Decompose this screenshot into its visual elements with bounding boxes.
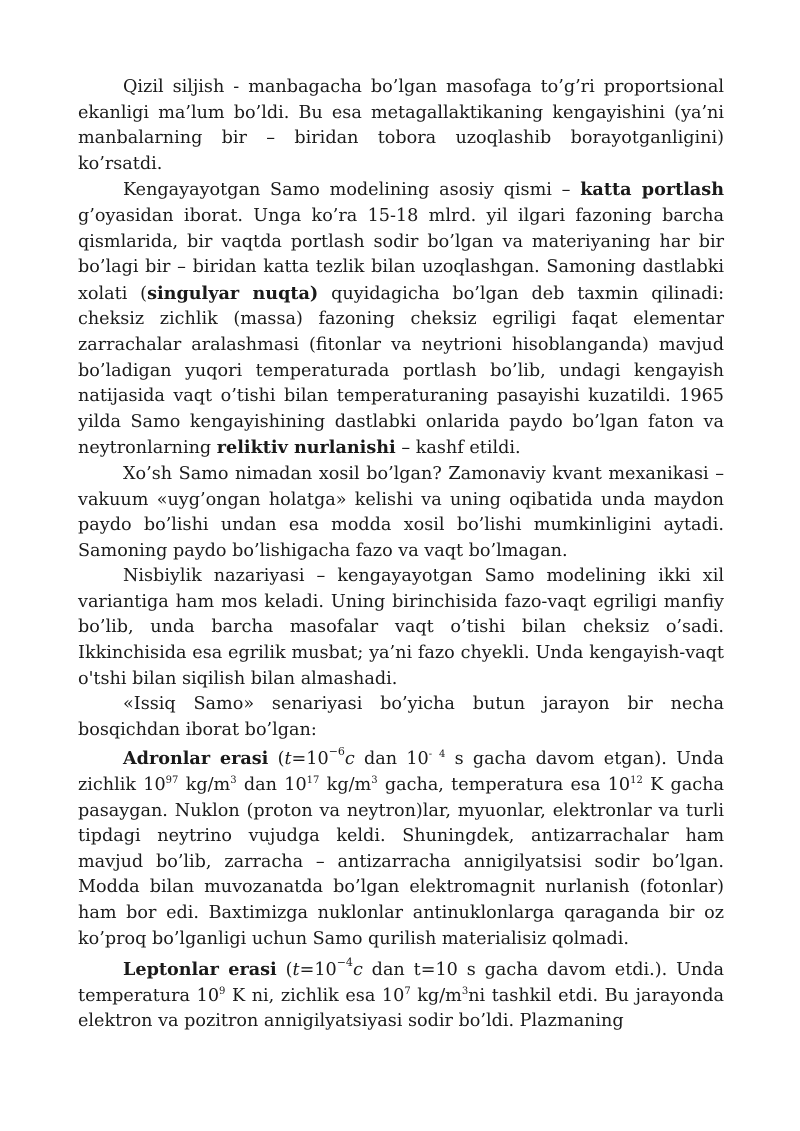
- paragraph-lepton-era: [78, 957, 724, 1035]
- math-exponent: −4: [336, 956, 353, 970]
- bold-term-big-bang: katta portlash: [580, 179, 724, 201]
- formula-hadron-time: [284, 745, 355, 770]
- text-run: – kashf etildi.: [395, 438, 521, 459]
- exponent: 9: [219, 985, 226, 997]
- exponent: - 4: [428, 749, 446, 761]
- heading-lepton-era: Leptonlar erasi: [123, 959, 277, 981]
- exponent: 7: [404, 985, 411, 997]
- text-run: s gacha davom etgan). Unda zichlik 10: [78, 749, 724, 796]
- text-run: gacha, temperatura esa 10: [377, 775, 631, 796]
- exponent: 3: [230, 775, 237, 787]
- exponent: 12: [630, 775, 643, 787]
- text-run: K ni, zichlik esa 10: [225, 985, 405, 1006]
- exponent: 17: [306, 775, 320, 787]
- text-run: dan 10: [236, 775, 307, 796]
- paragraph-relativity: Nisbiylik nazariyasi – kengayayotgan Samo modelining ikki xil variantiga ham mos keladi. Uning birinchisida fazo-vaqt egriligi manfiy bo’lib, unda barcha masofalar vaqt o’tishi bilan cheksiz o’sadi. Ikkinchisida esa egrilik musbat; ya’ni fazo chyekli. Unda kengayish-vaqt o'tshi bilan siqilish bilan almashadi.: [78, 566, 724, 689]
- text-run: quyidagicha bo’lgan deb taxmin qilinadi: cheksiz zichlik (massa) fazoning cheksiz egriligi faqat elementar zarrachalar aralashmasi (fitonlar va neytrioni hisoblanganda) mavjud bo’ladigan yuqori temperaturada portlash bo’lib, undagi kengayish natijasida vaqt o’tishi bilan temperaturaning pasayishi kuzatildi. 1965 yilda Samo kengayishining dastlabki onlarida paydo bo’lgan faton va neytronlarning: [78, 283, 725, 459]
- exponent: 97: [165, 775, 179, 787]
- paragraph-hadron-era: [78, 746, 724, 952]
- math-exponent: −6: [328, 745, 345, 759]
- text-run: Kengayayotgan Samo modelining asosiy qismi –: [123, 180, 581, 201]
- text-run: kg/m: [319, 775, 372, 796]
- math-variable: t: [292, 960, 300, 981]
- math-value: =10: [299, 960, 337, 981]
- bold-term-relic-radiation: reliktiv nurlanishi: [216, 437, 396, 459]
- text-run: K gacha pasaygan. Nuklon (proton va neytron)lar, myuonlar, elektronlar va turli tipdagi neytrino vujudga keldi. Shuningdek, antizarrachalar ham mavjud bo’lib, zarracha – antizarracha annigilyatsisi sodir bo’lgan. Modda bilan muvozanatda bo’lgan elektromagnit nurlanish (fotonlar) ham bor edi. Baxtimizga nuklonlar antinuklonlarga qaraganda bir oz ko’proq bo’lganligi uchun Samo qurilish materialisiz qolmadi.: [78, 775, 724, 949]
- math-variable: t: [284, 749, 292, 770]
- text-run: ni tashkil etdi. Bu jarayonda elektron va pozitron annigilyatsiyasi sodir bo’ldi. Plazmaning: [78, 985, 724, 1032]
- exponent: 3: [461, 985, 469, 997]
- text-run: g’oyasidan iborat. Unga ko’ra 15-18 mlrd. yil ilgari fazoning barcha qismlarida, bir vaqtda portlash sodir bo’lgan va materiyaning har bir bo’lagi bir – biridan katta tezlik bilan uzoqlashgan. Samoning dastlabki xolati (: [78, 205, 724, 304]
- paragraph-origin: Xo’sh Samo nimadan xosil bo’lgan? Zamonaviy kvant mexanikasi – vakuum «uyg’ongan holatga» kelishi va uning oqibatida unda maydon paydo bo’lishi undan esa modda xosil bo’lishi mumkinligini aytadi. Samoning paydo bo’lishigacha fazo va vaqt bo’lmagan.: [78, 463, 724, 561]
- paragraph-big-bang: [78, 177, 724, 462]
- paragraph-hot-universe: «Issiq Samo» senariyasi bo’yicha butun jarayon bir necha bosqichdan iborat bo’lgan:: [78, 694, 724, 740]
- text-run: (: [276, 960, 293, 981]
- exponent: 3: [371, 775, 378, 787]
- bold-term-singular-point: singulyar nuqta): [147, 282, 319, 304]
- text-run: kg/m: [410, 985, 462, 1006]
- text-run: dan 10: [354, 749, 429, 770]
- paragraph-redshift: Qizil siljish - manbagacha bo’lgan masofaga to’g’ri proportsional ekanligi ma’lum bo’ldi. Bu esa metagallaktikaning kengayishini (ya’ni manbalarning bir – biridan tobora uzoqlashib borayotganligini) ko’rsatdi.: [78, 77, 724, 174]
- formula-lepton-time: [292, 956, 363, 981]
- text-run: dan t=10 s gacha davom etdi.). Unda temperatura 10: [78, 960, 724, 1006]
- text-run: (: [268, 749, 285, 770]
- math-unit: c: [352, 960, 363, 981]
- math-value: =10: [291, 749, 329, 770]
- heading-hadron-era: Adronlar erasi: [123, 748, 269, 770]
- text-run: kg/m: [178, 775, 231, 796]
- math-unit: c: [344, 749, 355, 770]
